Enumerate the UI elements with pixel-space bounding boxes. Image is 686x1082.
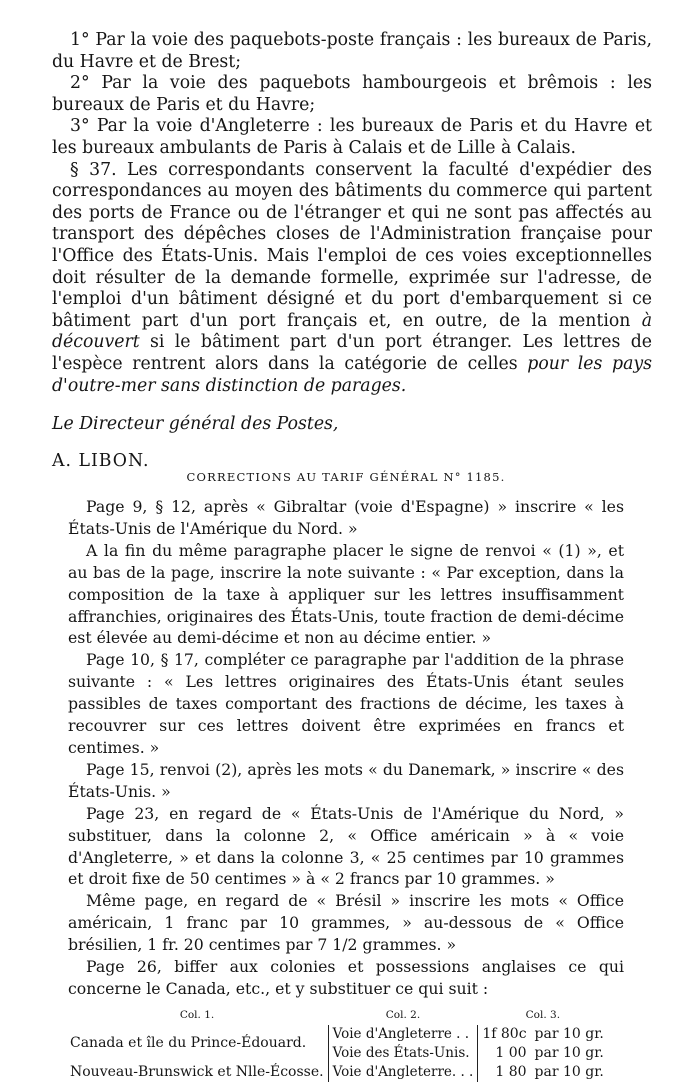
col2-header: Col. 2. [385, 1008, 421, 1021]
correction-paragraph: A la fin du même paragraphe placer le signe de renvoi « (1) », et au bas de la page, inscrire la note suivante : « Par exception, dans la composition de la taxe à appliquer sur les lettres insuffisamment affranchies, originaires des États-Unis, toute fraction de demi-décime est élevée au demi-décime et non au décime entier. » [68, 540, 624, 648]
tariff-table [66, 1006, 608, 1082]
corrections-heading: CORRECTIONS AU TARIF GÉNÉRAL N° 1185. [186, 470, 506, 484]
paragraph-voie-francaise: 1° Par la voie des paquebots-poste français : les bureaux de Paris, du Havre et de Brest; [52, 30, 652, 72]
signature-name: A. LIBON. [52, 450, 150, 471]
correction-paragraph: Même page, en regard de « Brésil » inscrire les mots « Office américain, 1 franc par 10 grammes, » au-dessous de « Office brésilien, 1 fr. 20 centimes par 7 1/2 grammes. » [68, 891, 624, 955]
table-header-row [66, 1006, 608, 1025]
table-row [66, 1063, 608, 1082]
table-cell-place: Canada et île du Prince-Édouard. [70, 1035, 307, 1052]
table-row [66, 1025, 608, 1044]
table-cell-price: 1f 80c [482, 1025, 527, 1042]
correction-paragraph: Page 10, § 17, compléter ce paragraphe par l'addition de la phrase suivante : « Les lettres originaires des États-Unis étant seules passibles de taxes comportant des fractions de décime, les taxes à recouvrer sur ces lettres doivent être exprimées en francs et centimes. » [68, 650, 624, 757]
table-cell-voie: Voie d'Angleterre . . [328, 1025, 478, 1044]
table-cell-unit: par 10 gr. [534, 1063, 604, 1080]
paragraph-voie-hambourgeoise: 2° Par la voie des paquebots hambourgeois et brêmois : les bureaux de Paris et du Havre; [52, 73, 652, 115]
article-37-lead: § 37. Les correspondants conservent la faculté d'expédier des correspondances au moyen des bâtiments du commerce qui partent des ports de France ou de l'étranger et qui ne sont pas affectés au transport des dépêches closes de l'Administration française pour l'Office des États-Unis. Mais l'emploi de ces voies exceptionnelles doit résulter de la demande formelle, exprimée sur l'adresse, de l'emploi d'un bâtiment désigné et du port d'embarquement si ce bâtiment part d'un port français et, en outre, de la mention [52, 159, 652, 331]
col3-header: Col. 3. [525, 1008, 561, 1021]
article-37-emphasis-outre-mer: pour les pays d'outre-mer sans distinction de parages. [52, 353, 652, 396]
table-cell-voie: Voie d'Angleterre. . . [328, 1063, 478, 1082]
article-37-middle: si le bâtiment part d'un port étranger. Les lettres de l'espèce rentrent alors dans la catégorie de celles [52, 332, 652, 374]
article-37-emphasis-decouvert: à découvert [52, 310, 652, 353]
paragraph-voie-angleterre: 3° Par la voie d'Angleterre : les bureaux de Paris et du Havre et les bureaux ambulants de Paris à Calais et de Lille à Calais. [52, 116, 652, 158]
correction-paragraph: Page 23, en regard de « États-Unis de l'Amérique du Nord, » substituer, dans la colonne 2, « Office américain » à « voie d'Angleterre, » et dans la colonne 3, « 25 centimes par 10 grammes et droit fixe de 50 centimes » à « 2 francs par 10 grammes. » [68, 803, 624, 889]
correction-paragraph: Page 9, § 12, après « Gibraltar (voie d'Espagne) » inscrire « les États-Unis de l'Amérique du Nord. » [68, 497, 624, 538]
table-cell-voie: Voie des États-Unis. [328, 1044, 478, 1063]
correction-paragraph: Page 26, biffer aux colonies et possessions anglaises ce qui concerne le Canada, etc., et y substituer ce qui suit : [68, 957, 624, 998]
table-cell-unit: par 10 gr. [534, 1044, 604, 1061]
table-cell-place: Nouveau-Brunswick et Nlle-Écosse. [70, 1063, 324, 1080]
paragraph-article-37 [52, 160, 652, 398]
table-cell-unit: par 10 gr. [534, 1025, 604, 1042]
signature-title: Le Directeur général des Postes, [52, 414, 339, 435]
table-cell-price: 1 00 [495, 1044, 527, 1061]
top-section [52, 30, 652, 472]
corrections-section [68, 470, 624, 1082]
correction-paragraph: Page 15, renvoi (2), après les mots « du Danemark, » inscrire « des États-Unis. » [68, 759, 624, 801]
table-cell-price: 1 80 [495, 1063, 527, 1080]
col1-header: Col. 1. [179, 1008, 215, 1021]
